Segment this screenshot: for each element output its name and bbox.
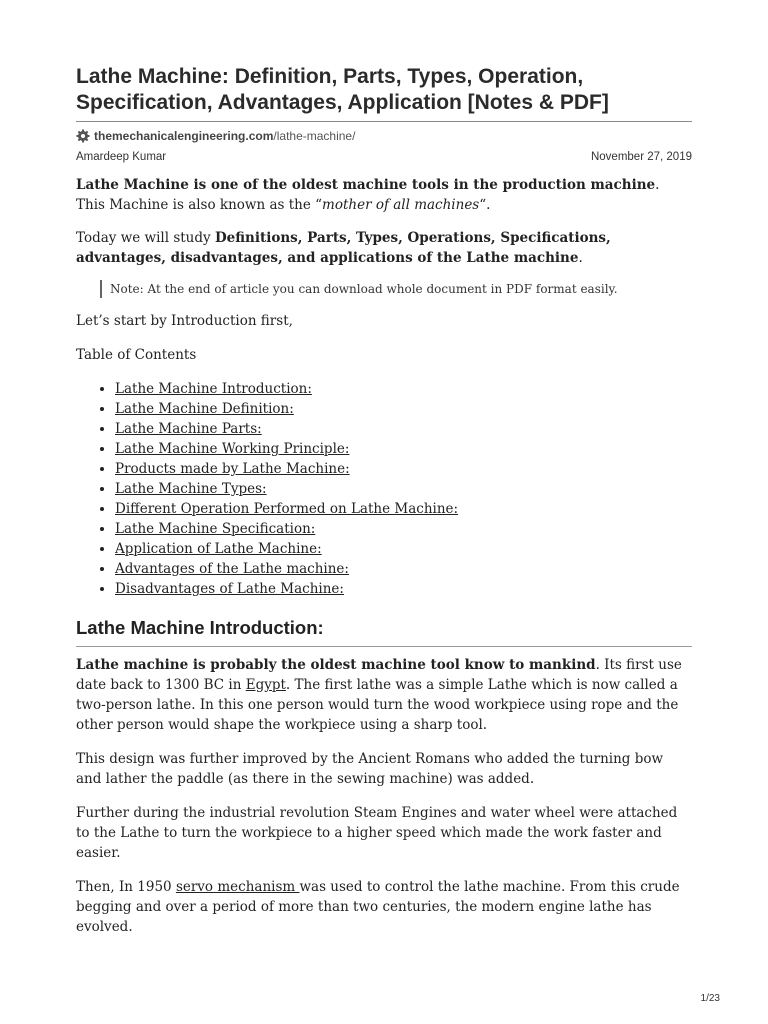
section-p4-a: Then, In 1950: [76, 879, 176, 895]
title-divider: [76, 121, 692, 122]
page-number: 1/23: [700, 993, 720, 1004]
intro-section-paragraph-1: [76, 655, 692, 735]
today-pre: Today we will study: [76, 230, 215, 246]
toc-item: [115, 539, 692, 559]
toc-item: [115, 559, 692, 579]
toc-item: [115, 399, 692, 419]
toc-link-definition[interactable]: Lathe Machine Definition:: [115, 401, 294, 417]
section-divider: [76, 646, 692, 647]
today-post: .: [578, 250, 583, 266]
toc-item: [115, 499, 692, 519]
article-title: Lathe Machine: Definition, Parts, Types, Operation, Specification, Advantages, Application [Notes & PDF]: [76, 65, 609, 114]
meta-row: [76, 151, 692, 163]
intro-line2-pre: This Machine is also known as the “: [76, 197, 323, 213]
publish-date: November 27, 2019: [590, 151, 692, 163]
toc-item: [115, 579, 692, 599]
toc-item: [115, 519, 692, 539]
intro-section-paragraph-3: Further during the industrial revolution Steam Engines and water wheel were attached to the Lathe to turn the workpiece to a higher speed which made the work faster and easier.: [76, 805, 678, 861]
section-p1-bold: Lathe machine is probably the oldest machine tool know to mankind: [76, 657, 596, 673]
toc-link-introduction[interactable]: Lathe Machine Introduction:: [115, 381, 312, 397]
intro-section-paragraph-4: [76, 877, 692, 937]
intro-bold: Lathe Machine is one of the oldest machine tools in the production machine: [76, 177, 656, 193]
today-bold: Definitions, Parts, Types, Operations, Specifications, advantages, disadvantages, and applications of the Lathe machine: [76, 230, 611, 266]
toc-link-working-principle[interactable]: Lathe Machine Working Principle:: [115, 441, 350, 457]
servo-mechanism-link[interactable]: servo mechanism: [175, 879, 300, 895]
section-heading-introduction: Lathe Machine Introduction:: [76, 617, 324, 638]
toc-link-application[interactable]: Application of Lathe Machine:: [115, 541, 322, 557]
pdf-note: Note: At the end of article you can download whole document in PDF format easily.: [100, 280, 692, 298]
section-p1-a: . Its first use date back to 1300 BC in: [76, 657, 682, 693]
toc-item: [115, 439, 692, 459]
intro-section-paragraph-2: This design was further improved by the Ancient Romans who added the turning bow and lather the paddle (as there in the sewing machine) was added.: [76, 751, 664, 787]
toc-link-products[interactable]: Products made by Lathe Machine:: [115, 461, 350, 477]
source-domain-link[interactable]: themechanicalengineering.com: [94, 129, 274, 143]
egypt-link[interactable]: Egypt: [245, 677, 286, 693]
toc-item: [115, 419, 692, 439]
toc-link-operations[interactable]: Different Operation Performed on Lathe Machine:: [115, 501, 459, 517]
intro-paragraph: [76, 175, 692, 215]
toc-link-parts[interactable]: Lathe Machine Parts:: [115, 421, 262, 437]
source-line: [76, 129, 692, 143]
source-path-link[interactable]: /lathe-machine/: [273, 129, 356, 143]
toc-link-advantages[interactable]: Advantages of the Lathe machine:: [115, 561, 349, 577]
toc-link-specification[interactable]: Lathe Machine Specification:: [115, 521, 316, 537]
gear-icon: [76, 129, 90, 143]
document-page: [76, 64, 692, 937]
table-of-contents: [76, 379, 692, 599]
author-name: Amardeep Kumar: [76, 151, 167, 163]
toc-item: [115, 459, 692, 479]
toc-item: [115, 479, 692, 499]
toc-link-types[interactable]: Lathe Machine Types:: [115, 481, 267, 497]
today-paragraph: [76, 228, 692, 268]
toc-item: [115, 379, 692, 399]
intro-emphasis: mother of all machines: [322, 197, 480, 213]
section-p4-b: was used to control the lathe machine. From this crude begging and over a period of more than two centuries, the modern engine lathe has evolved.: [76, 879, 680, 935]
toc-heading: Table of Contents: [76, 347, 197, 363]
intro-line2-post: “.: [479, 197, 491, 213]
intro-bold-end: .: [655, 177, 660, 193]
start-paragraph: Let’s start by Introduction first,: [76, 313, 293, 329]
toc-link-disadvantages[interactable]: Disadvantages of Lathe Machine:: [115, 581, 344, 597]
section-p1-b: . The first lathe was a simple Lathe which is now called a two-person lathe. In this one person would turn the wood workpiece using rope and the other person would shape the workpiece using a sharp tool.: [76, 677, 679, 733]
